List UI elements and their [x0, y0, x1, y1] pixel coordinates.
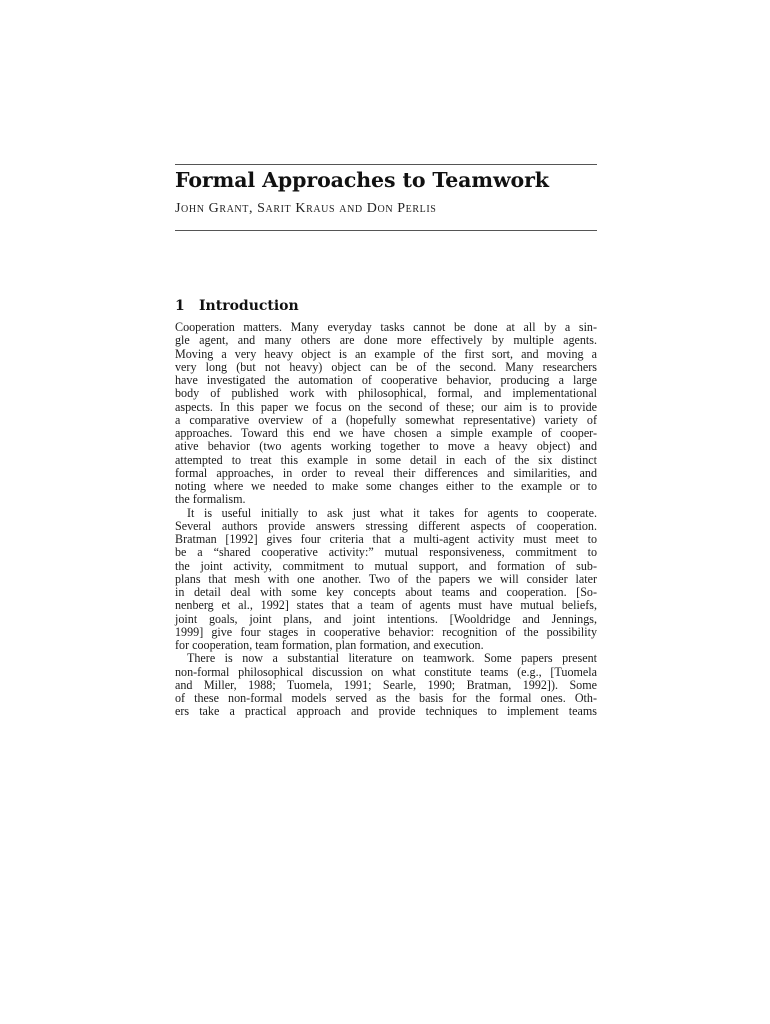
- text-line: very long (but not heavy) object can be of the second. Many researchers: [175, 359, 597, 374]
- text-line: body of published work with philosophical, formal, and implementational: [175, 386, 597, 401]
- text-line: gle agent, and many others are done more effectively by multiple agents.: [175, 333, 597, 348]
- text-line: 1999] give four stages in cooperative behavior: recognition of the possibility: [175, 624, 597, 639]
- text-line: Bratman [1992] gives four criteria that a multi-agent activity must meet to: [175, 532, 597, 546]
- section-title: Introduction: [199, 298, 299, 314]
- paper-title: Formal Approaches to Teamwork: [175, 168, 549, 192]
- text-line: have investigated the automation of cooperative behavior, producing a large: [175, 373, 597, 387]
- body-paragraph: [175, 507, 597, 653]
- title-bottom-rule: [175, 230, 597, 231]
- text-line: attempted to treat this example in some detail in each of the six distinct: [175, 452, 597, 467]
- section-heading: [175, 298, 299, 314]
- text-line: formal approaches, in order to reveal their differences and similarities, and: [175, 465, 597, 480]
- text-line: approaches. Toward this end we have chosen a simple example of cooper-: [175, 426, 597, 440]
- body-paragraph: [175, 652, 597, 718]
- text-line: joint goals, joint plans, and joint intentions. [Wooldridge and Jennings,: [175, 611, 597, 626]
- section-body: [175, 321, 597, 719]
- text-line: noting where we needed to make some changes either to the example or to: [175, 479, 597, 493]
- paper-authors: John Grant, Sarit Kraus and Don Perlis: [175, 201, 437, 216]
- text-line: It is useful initially to ask just what it takes for agents to cooperate.: [187, 505, 597, 520]
- text-line: non-formal philosophical discussion on what constitute teams (e.g., [Tuomela: [175, 664, 597, 679]
- text-line: for cooperation, team formation, plan formation, and execution.: [175, 638, 484, 652]
- text-line: ative behavior (two agents working together to move a heavy object) and: [175, 439, 597, 454]
- text-line: Cooperation matters. Many everyday tasks cannot be done at all by a sin-: [175, 320, 597, 334]
- text-line: the formalism.: [175, 492, 246, 507]
- body-paragraph: [175, 321, 597, 507]
- text-line: Moving a very heavy object is an example of the first sort, and moving a: [175, 346, 597, 361]
- text-line: plans that mesh with one another. Two of the papers we will consider later: [175, 571, 597, 586]
- text-line: and Miller, 1988; Tuomela, 1991; Searle, 1990; Bratman, 1992]). Some: [175, 677, 597, 692]
- text-line: of these non-formal models served as the basis for the formal ones. Oth-: [175, 691, 597, 705]
- text-line: aspects. In this paper we focus on the second of these; our aim is to provide: [175, 399, 597, 414]
- text-line: ers take a practical approach and provide techniques to implement teams: [175, 704, 597, 719]
- text-line: in detail deal with some key concepts about teams and cooperation. [So-: [175, 585, 597, 599]
- text-line: Several authors provide answers stressing different aspects of cooperation.: [175, 518, 597, 533]
- text-line: nenberg et al., 1992] states that a team of agents must have mutual beliefs,: [175, 598, 597, 613]
- title-top-rule: [175, 164, 597, 165]
- text-line: the joint activity, commitment to mutual support, and formation of sub-: [175, 558, 597, 573]
- text-line: There is now a substantial literature on teamwork. Some papers present: [187, 651, 597, 666]
- section-number: 1: [175, 298, 185, 314]
- text-line: be a “shared cooperative activity:” mutual responsiveness, commitment to: [175, 545, 597, 560]
- text-line: a comparative overview of a (hopefully somewhat representative) variety of: [175, 412, 597, 427]
